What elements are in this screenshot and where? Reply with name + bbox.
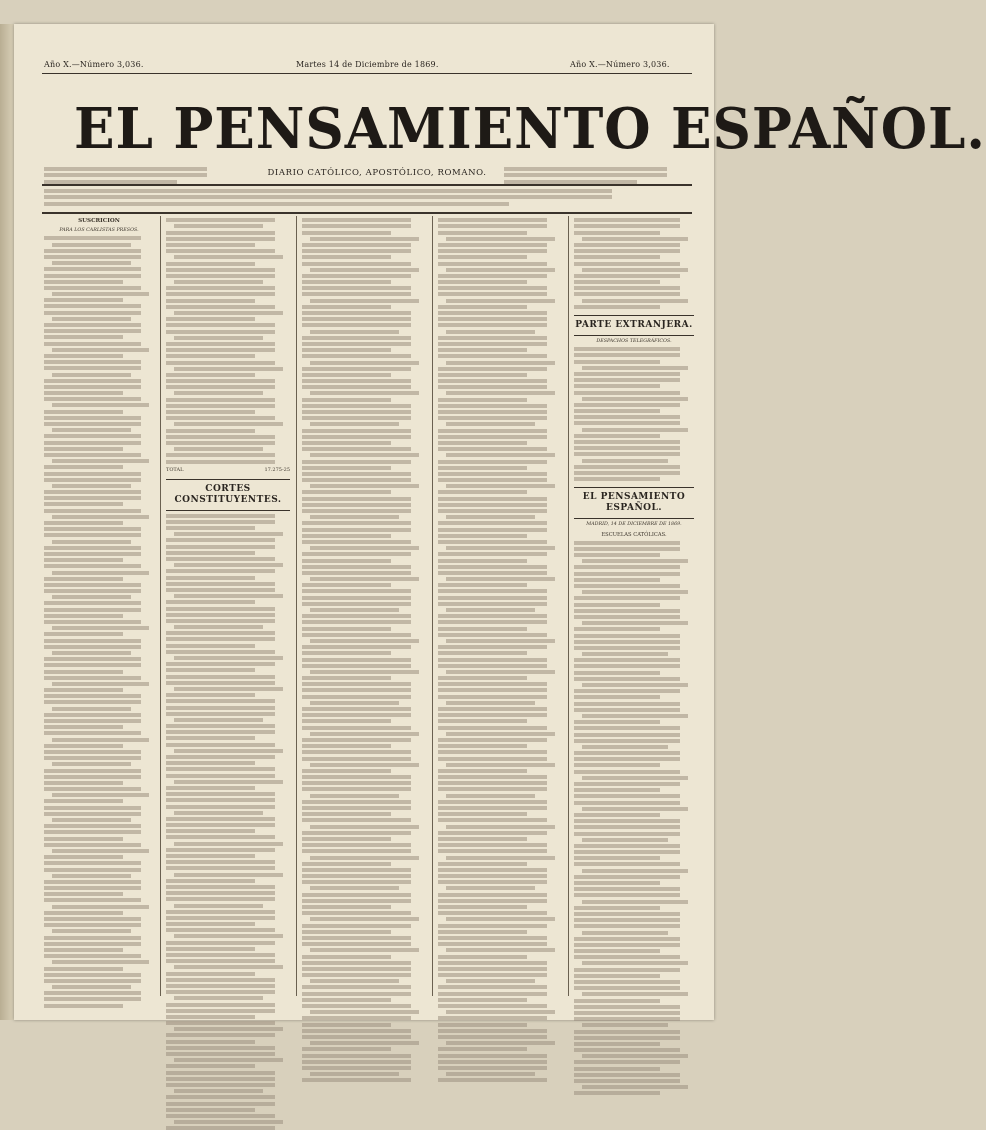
binding-spine — [0, 24, 14, 1020]
subscription-title: SUSCRICION — [78, 218, 120, 224]
column-separator — [160, 216, 161, 996]
issue-number-left: Año X.—Número 3,036. — [44, 60, 144, 69]
column-2 — [166, 216, 290, 1000]
column-1 — [44, 216, 154, 1000]
column-separator — [296, 216, 297, 996]
issue-date: Martes 14 de Diciembre de 1869. — [296, 60, 439, 69]
debate-article-continued — [438, 218, 562, 1082]
foreign-subtitle: DESPACHOS TELEGRÁFICOS. — [596, 338, 672, 344]
subscription-total-label: TOTAL — [166, 466, 184, 473]
column-5-top-article — [574, 218, 694, 309]
top-rule — [42, 73, 692, 74]
right-notice — [504, 165, 689, 186]
schools-title: ESCUELAS CATÓLICAS. — [601, 532, 667, 539]
column-3 — [302, 216, 426, 1000]
newspaper-tagline: DIARIO CATÓLICO, APOSTÓLICO, ROMANO. — [267, 168, 487, 178]
issue-number-right: Año X.—Número 3,036. — [570, 60, 670, 69]
price-rule-bottom — [42, 212, 692, 214]
subscription-list — [44, 236, 154, 1007]
column-4 — [438, 216, 562, 1000]
subscription-total-line — [166, 467, 290, 473]
subscription-list-continued — [166, 218, 290, 463]
schools-article — [574, 541, 694, 1096]
local-section-title: EL PENSAMIENTO ESPAÑOL. — [574, 487, 694, 519]
foreign-dispatches — [574, 347, 694, 481]
foreign-section-title: PARTE EXTRANJERA. — [574, 315, 694, 336]
column-separator — [568, 216, 569, 996]
cortes-title: CORTES CONSTITUYENTES. — [166, 479, 290, 511]
price-conditions — [44, 187, 690, 208]
debate-article — [302, 218, 426, 1082]
subscription-total: 17.275-25 — [264, 466, 290, 473]
local-dateline: MADRID, 14 DE DICIEMBRE DE 1869. — [586, 522, 682, 528]
newspaper-title: EL PENSAMIENTO ESPAÑOL. — [74, 96, 986, 162]
newspaper-page — [14, 24, 986, 1020]
column-5 — [574, 216, 694, 1000]
left-notice — [44, 165, 229, 186]
column-separator — [432, 216, 433, 996]
price-rule-top — [42, 184, 692, 186]
cortes-article — [166, 514, 290, 1130]
subscription-subtitle: PARA LOS CARLISTAS PRESOS. — [59, 228, 139, 233]
